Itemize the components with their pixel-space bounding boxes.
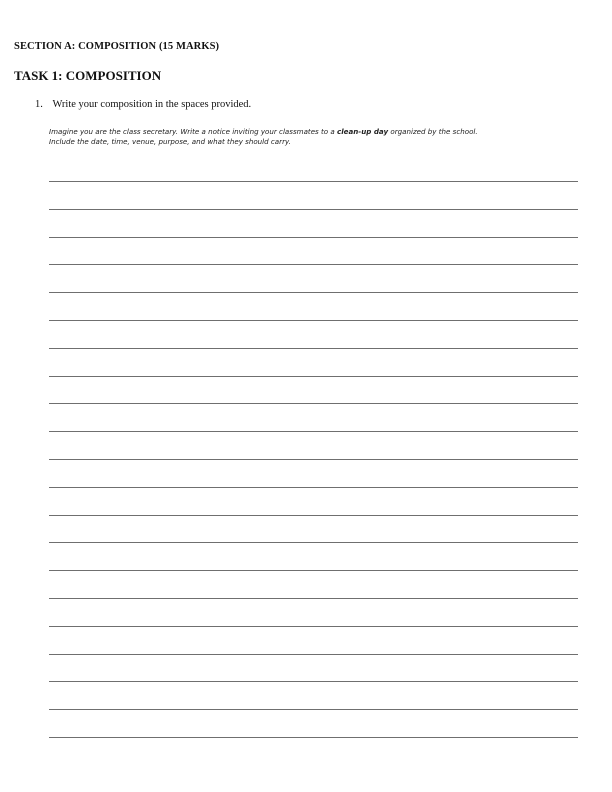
answer-line[interactable]	[49, 403, 578, 404]
answer-line[interactable]	[49, 264, 578, 265]
answer-line[interactable]	[49, 487, 578, 488]
answer-line[interactable]	[49, 292, 578, 293]
answer-line[interactable]	[49, 598, 578, 599]
answer-line[interactable]	[49, 376, 578, 377]
answer-line[interactable]	[49, 459, 578, 460]
prompt-text-part1: Imagine you are the class secretary. Write a notice inviting your classmates to a	[49, 127, 337, 136]
answer-line[interactable]	[49, 709, 578, 710]
composition-prompt	[49, 127, 589, 147]
task-title: TASK 1: COMPOSITION	[14, 68, 162, 83]
question-text: Write your composition in the spaces provided.	[52, 99, 252, 110]
question-number: 1.	[35, 99, 43, 110]
answer-line[interactable]	[49, 737, 578, 738]
answer-line[interactable]	[49, 515, 578, 516]
answer-line[interactable]	[49, 681, 578, 682]
section-title: SECTION A: COMPOSITION (15 MARKS)	[14, 41, 220, 52]
answer-line[interactable]	[49, 348, 578, 349]
answer-line[interactable]	[49, 626, 578, 627]
answer-line[interactable]	[49, 237, 578, 238]
answer-line[interactable]	[49, 570, 578, 571]
answer-line[interactable]	[49, 654, 578, 655]
prompt-text-line2: Include the date, time, venue, purpose, and what they should carry.	[49, 137, 291, 146]
answer-line[interactable]	[49, 542, 578, 543]
prompt-text-part2: organized by the school.	[388, 127, 478, 136]
prompt-emphasis: clean-up day	[337, 127, 389, 136]
question-1	[35, 99, 251, 110]
answer-line[interactable]	[49, 209, 578, 210]
answer-line[interactable]	[49, 181, 578, 182]
answer-line[interactable]	[49, 431, 578, 432]
answer-line[interactable]	[49, 320, 578, 321]
